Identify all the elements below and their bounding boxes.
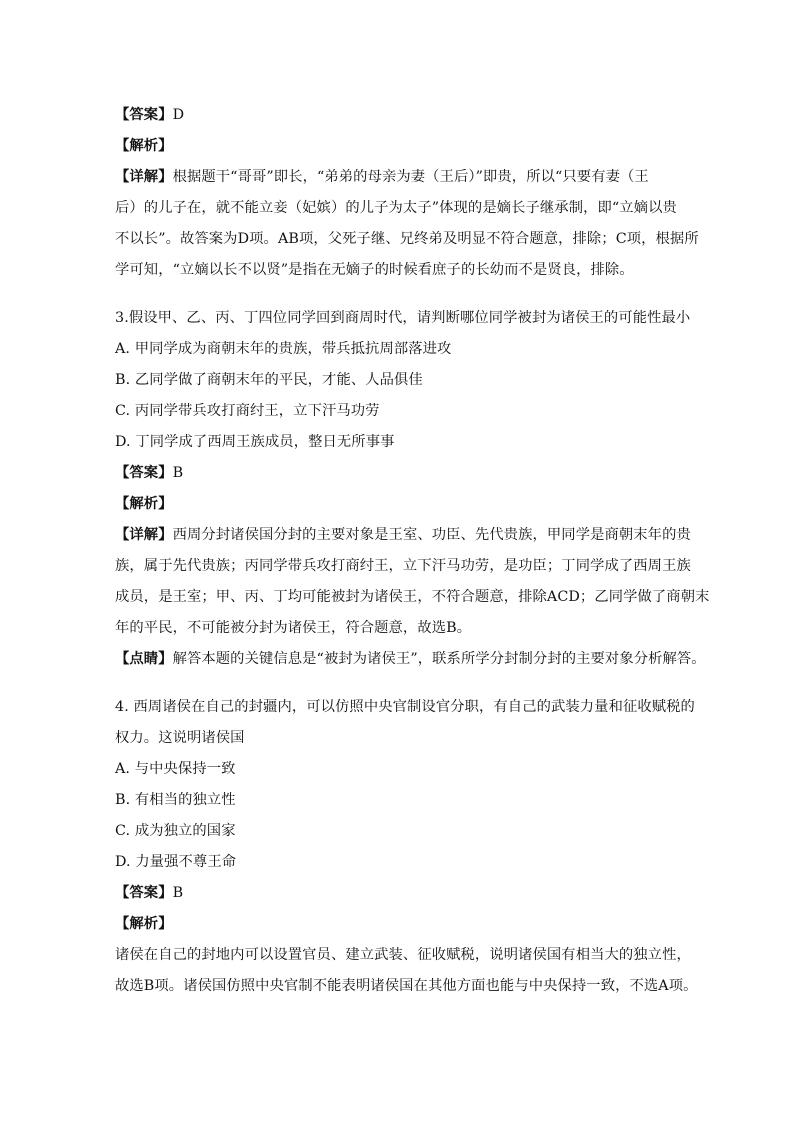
q2-detail-text-1: 根据题干“哥哥”即长，“弟弟的母亲为妻（王后）”即贵，所以“只要有妻（王 [172,169,649,185]
q4-analysis-label: 【解析】 [115,916,173,932]
q2-detail-line-1 [115,162,687,193]
q3-answer-label: 【答案】 [115,465,173,481]
q3-detail-text-1: 西周分封诸侯国分封的主要对象是王室、功臣、先代贵族，甲同学是商朝末年的贵 [172,527,691,543]
q2-answer-label: 【答案】 [115,107,173,123]
q2-answer [115,100,687,131]
q4-analysis-line-1: 诸侯在自己的封地内可以设置官员、建立武装、征收赋税，说明诸侯国有相当大的独立性， [115,947,691,963]
q2-analysis-label: 【解析】 [115,138,173,154]
q4-answer [115,878,687,909]
q2-detail-line-4: 学可知，“立嫡以长不以贤”是指在无嫡子的时候看庶子的长幼而不是贤良，排除。 [115,262,634,278]
q4-option-b: B. 有相当的独立性 [115,792,236,808]
q3-option-c: C. 丙同学带兵攻打商纣王，立下汗马功劳 [115,403,380,419]
q3-option-d: D. 丁同学成了西周王族成员，整日无所事事 [115,434,395,450]
q4-analysis-line-2: 故选B项。诸侯国仿照中央官制不能表明诸侯国在其他方面也能与中央保持一致，不选A项。 [115,978,698,994]
q3-detail-line-4: 年的平民，不可能被分封为诸侯王，符合题意，故选B。 [115,620,472,636]
q3-option-a: A. 甲同学成为商朝末年的贵族，带兵抵抗周部落进攻 [115,341,452,357]
q3-option-b: B. 乙同学做了商朝末年的平民，才能、人品俱佳 [115,372,423,388]
q4-answer-label: 【答案】 [115,885,173,901]
q3-point-text: 解答本题的关键信息是“被封为诸侯王”，联系所学分封制分封的主要对象分析解答。 [172,651,706,667]
q2-detail-line-2: 后）的儿子在，就不能立妾（妃嫔）的儿子为太子”体现的是嫡长子继承制，即“立嫡以贵 [115,200,677,216]
q3-detail-label: 【详解】 [115,527,173,543]
q3-point-label: 【点睛】 [115,651,173,667]
q2-detail-line-3: 不以长”。故答案为D项。AB项，父死子继、兄终弟及明显不符合题意，排除；C项，根据所 [115,231,699,247]
document-page [115,100,710,1002]
q3-detail-line-1 [115,520,691,551]
q3-analysis-label: 【解析】 [115,496,173,512]
q4-option-d: D. 力量强不尊王命 [115,854,237,870]
q4-question-line-2: 权力。这说明诸侯国 [115,730,245,746]
q2-answer-value: D [172,107,185,123]
q4-option-c: C. 成为独立的国家 [115,823,236,839]
q3-detail-line-2: 族，属于先代贵族；丙同学带兵攻打商纣王，立下汗马功劳，是功臣；丁同学成了西周王族 [115,558,691,574]
q3-answer [115,458,687,489]
q3-detail-line-3: 成员，是王室；甲、丙、丁均可能被封为诸侯王，不符合题意，排除ACD；乙同学做了商朝末 [115,589,710,605]
q2-detail-label: 【详解】 [115,169,173,185]
q4-question-line-1: 4. 西周诸侯在自己的封疆内，可以仿照中央官制设官分职，有自己的武装力量和征收赋税的 [115,699,695,715]
q3-point [115,644,706,675]
q4-answer-value: B [172,885,184,901]
q4-option-a: A. 与中央保持一致 [115,761,236,777]
q3-question: 3.假设甲、乙、丙、丁四位同学回到商周时代，请判断哪位同学被封为诸侯王的可能性最小 [115,310,691,326]
q3-answer-value: B [172,465,184,481]
